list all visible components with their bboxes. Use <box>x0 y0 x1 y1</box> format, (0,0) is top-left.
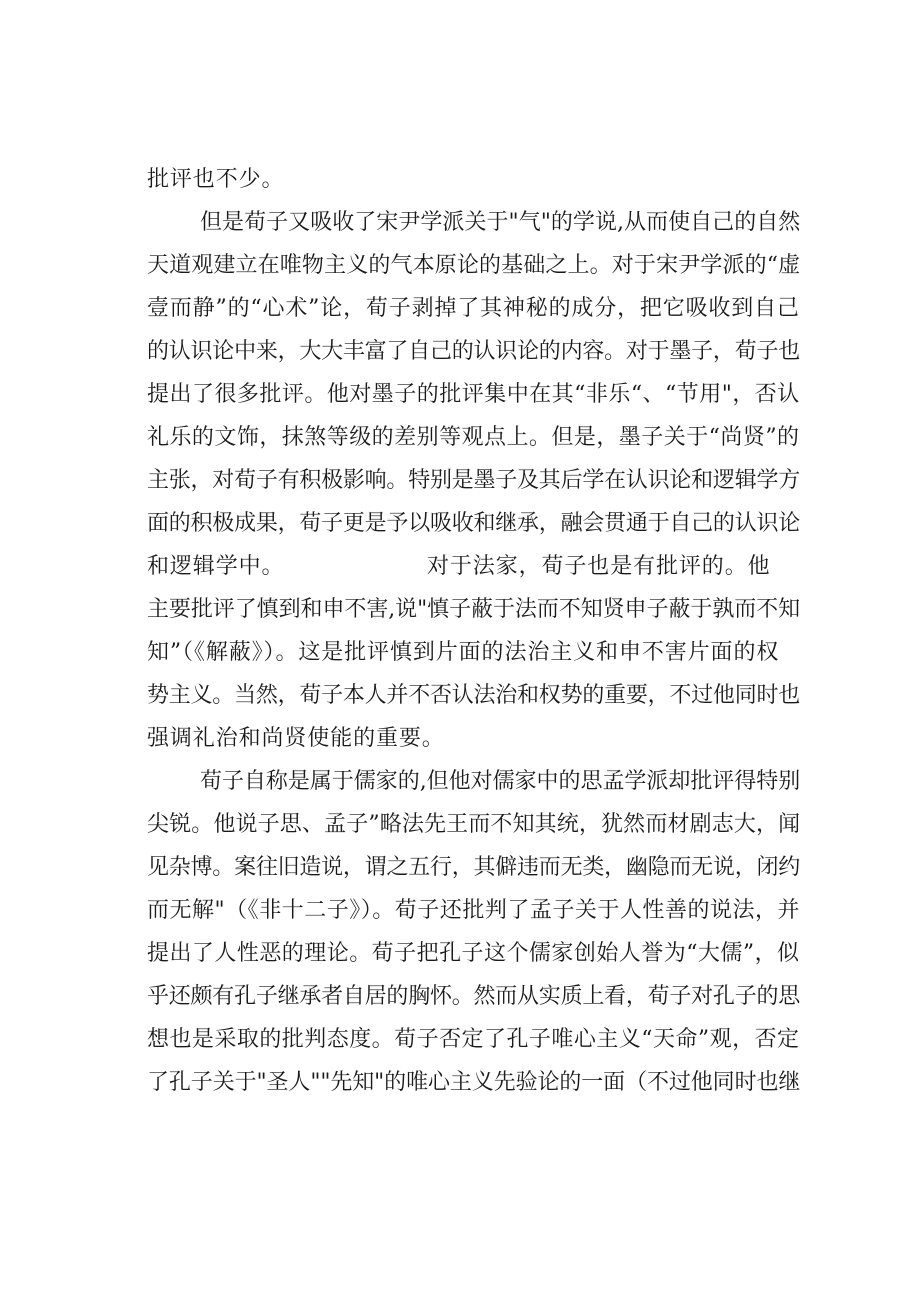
text-line: 面的积极成果，荀子更是予以吸收和继承，融会贯通于自己的认识论 <box>147 511 801 536</box>
text-line: 势主义。当然，荀子本人并不否认法治和权势的重要，不过他同时也 <box>147 683 801 708</box>
text-line: 了孔子关于"圣人""先知"的唯心主义先验论的一面（不过他同时也继 <box>147 1070 801 1095</box>
text-line: 见杂博。案往旧造说，谓之五行，其僻违而无类，幽隐而无说，闭约 <box>147 855 801 880</box>
text-line: 主张，对荀子有积极影响。特别是墨子及其后学在认识论和逻辑学方 <box>147 468 801 493</box>
text-line: 礼乐的文饰，抹煞等级的差别等观点上。但是，墨子关于“尚贤”的 <box>147 425 800 450</box>
text-line: 强调礼治和尚贤使能的重要。 <box>147 726 445 751</box>
paragraph-start-line: 荀子自称是属于儒家的,但他对儒家中的思孟学派却批评得特别 <box>200 769 801 794</box>
text-line: 尖锐。他说子思、孟子”略法先王而不知其统，犹然而材剧志大，闻 <box>147 812 801 837</box>
text-line-continued: 对于法家，荀子也是有批评的。他 <box>427 554 771 579</box>
text-line: 提出了很多批评。他对墨子的批评集中在其“非乐“、“节用"，否认 <box>147 382 800 407</box>
paragraph-start-line: 但是荀子又吸收了宋尹学派关于"气"的学说,从而使自己的自然 <box>200 210 801 235</box>
text-line: 乎还颇有孔子继承者自居的胸怀。然而从实质上看，荀子对孔子的思 <box>147 984 801 1009</box>
text-line: 天道观建立在唯物主义的气本原论的基础之上。对于宋尹学派的“虚 <box>147 253 801 278</box>
text-line: 知”（《解蔽》）。这是批评慎到片面的法治主义和申不害片面的权 <box>147 640 780 665</box>
text-line: 壹而静”的“心术”论，荀子剥掉了其神秘的成分，把它吸收到自己 <box>147 296 800 321</box>
text-line: 想也是采取的批判态度。荀子否定了孔子唯心主义“天命”观，否定 <box>147 1027 800 1052</box>
text-line: 批评也不少。 <box>147 167 285 192</box>
text-line: 和逻辑学中。 <box>147 554 285 579</box>
text-line: 的认识论中来，大大丰富了自己的认识论的内容。对于墨子，荀子也 <box>147 339 801 364</box>
text-line: 提出了人性恶的理论。荀子把孔子这个儒家创始人誉为“大儒”，似 <box>147 941 800 966</box>
text-line: 而无解"（《非十二子》）。荀子还批判了孟子关于人性善的说法，并 <box>147 898 801 923</box>
text-line: 主要批评了慎到和申不害,说"慎子蔽于法而不知贤申子蔽于孰而不知 <box>147 597 801 622</box>
